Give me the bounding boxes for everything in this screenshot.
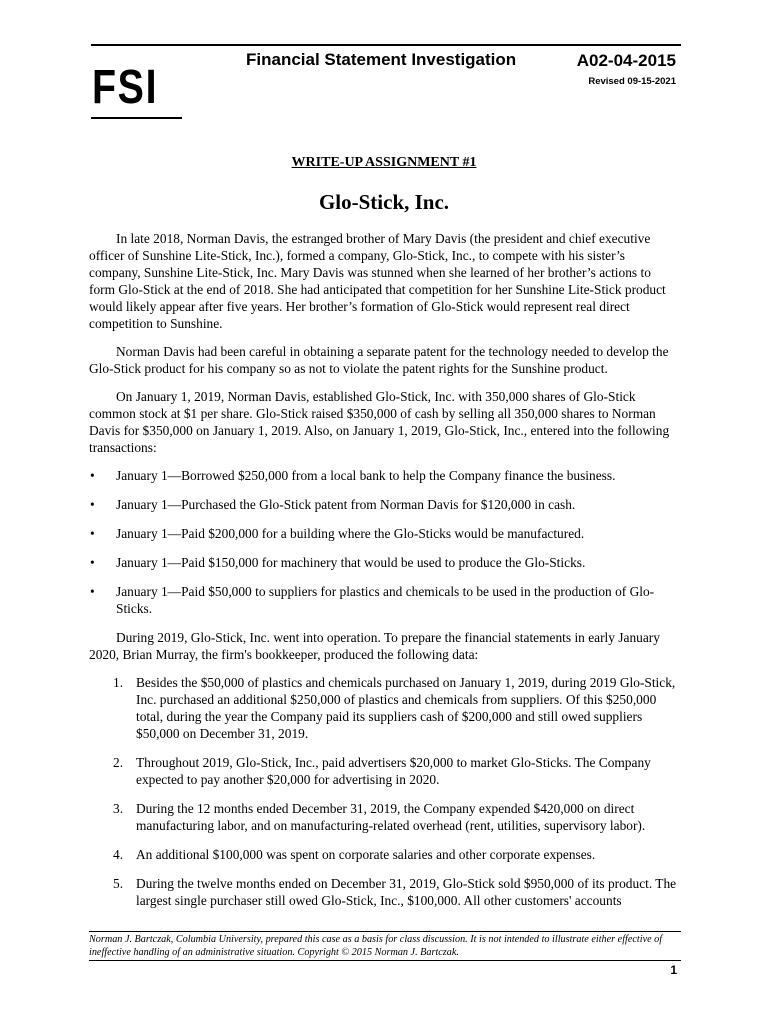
list-item <box>89 754 679 788</box>
paragraph-patent: Norman Davis had been careful in obtaining a separate patent for the technology needed to develop the Glo-Stick product for his company so as not to violate the patent rights for the Sunshine product. <box>89 344 669 376</box>
assignment-heading <box>0 155 768 171</box>
item-text: During the 12 months ended December 31, 2019, the Company expended $420,000 on direct manufacturing labor, and on manufacturing-related overhead (rent, utilities, supervisory labor). <box>136 801 646 833</box>
case-code: A02-04-2015 <box>576 51 676 70</box>
logo-underline <box>91 117 182 119</box>
item-text: Throughout 2019, Glo-Stick, Inc., paid advertisers $20,000 to market Glo-Sticks. The Company expected to pay another $20,000 for advertising in 2020. <box>136 755 651 787</box>
paragraph-formation: On January 1, 2019, Norman Davis, established Glo-Stick, Inc. with 350,000 shares of Glo-Stick common stock at $1 per share. Glo-Stick raised $350,000 of cash by selling all 350,000 shares to Norman Davis for $350,000 on January 1, 2019. Also, on January 1, 2019, Glo-Stick, Inc., entered into the following transactions: <box>89 389 670 455</box>
list-item <box>89 875 679 909</box>
item-number: 3. <box>113 801 124 816</box>
header-title: Financial Statement Investigation <box>246 50 517 69</box>
item-text: Besides the $50,000 of plastics and chemicals purchased on January 1, 2019, during 2019 Glo-Stick, Inc. purchased an additional $250,000 of plastics and chemicals from suppliers. Of this $250,000 total, during the year the Company paid its suppliers cash of $200,000 and still owed suppliers $50,000 on December 31, 2019. <box>136 675 676 741</box>
item-number: 4. <box>113 847 124 862</box>
paragraph-operations: During 2019, Glo-Stick, Inc. went into operation. To prepare the financial statements in early January 2020, Brian Murray, the firm's bookkeeper, produced the following data: <box>89 630 660 662</box>
paragraph-intro: In late 2018, Norman Davis, the estranged brother of Mary Davis (the president and chief executive officer of Sunshine Lite-Stick, Inc.), formed a company, Glo-Stick, Inc., to compete with his sister’s company, Sunshine Lite-Stick, Inc. Mary Davis was stunned when she learned of her brother’s actions to form Glo-Stick at the end of 2018. She had anticipated that competition for her Sunshine Lite-Stick product would likely appear after five years. Her brother’s formation of Glo-Stick would represent real direct competition to Sunshine. <box>89 231 666 331</box>
document-body <box>89 230 679 921</box>
item-number: 5. <box>113 876 124 891</box>
list-item <box>89 800 679 834</box>
assignment-heading-text: WRITE-UP ASSIGNMENT #1 <box>291 155 477 170</box>
list-item: • January 1—Borrowed $250,000 from a local bank to help the Company finance the business. <box>89 467 679 484</box>
list-item: • January 1—Paid $150,000 for machinery that would be used to produce the Glo-Sticks. <box>89 554 679 571</box>
header-top-rule <box>91 44 681 46</box>
fsi-logo: FSI <box>92 61 159 114</box>
transaction-list <box>89 467 679 617</box>
case-title: Glo-Stick, Inc. <box>318 190 450 214</box>
item-number: 2. <box>113 755 124 770</box>
item-text: During the twelve months ended on December 31, 2019, Glo-Stick sold $950,000 of its product. The largest single purchaser still owed Glo-Stick, Inc., $100,000. All other customers' accounts <box>136 876 677 908</box>
footer-rule-top <box>89 931 681 932</box>
footer-rule-bottom <box>89 960 681 961</box>
list-item <box>89 674 679 742</box>
list-item: • January 1—Paid $50,000 to suppliers for plastics and chemicals to be used in the production of Glo-Sticks. <box>89 583 679 617</box>
list-item: • January 1—Paid $200,000 for a building where the Glo-Sticks would be manufactured. <box>89 525 679 542</box>
page-number: 1 <box>670 963 677 977</box>
item-text: An additional $100,000 was spent on corporate salaries and other corporate expenses. <box>136 847 596 862</box>
list-item: • January 1—Purchased the Glo-Stick patent from Norman Davis for $120,000 in cash. <box>89 496 679 513</box>
copyright-note: Norman J. Bartczak, Columbia University, prepared this case as a basis for class discussion. It is not intended to illustrate either effective of ineffective handling of an administrative situation. Copyright © 2015 Norman J. Bartczak. <box>89 934 663 958</box>
revised-date: Revised 09-15-2021 <box>588 76 676 87</box>
data-list <box>89 674 679 909</box>
item-number: 1. <box>113 675 124 690</box>
list-item <box>89 846 679 863</box>
